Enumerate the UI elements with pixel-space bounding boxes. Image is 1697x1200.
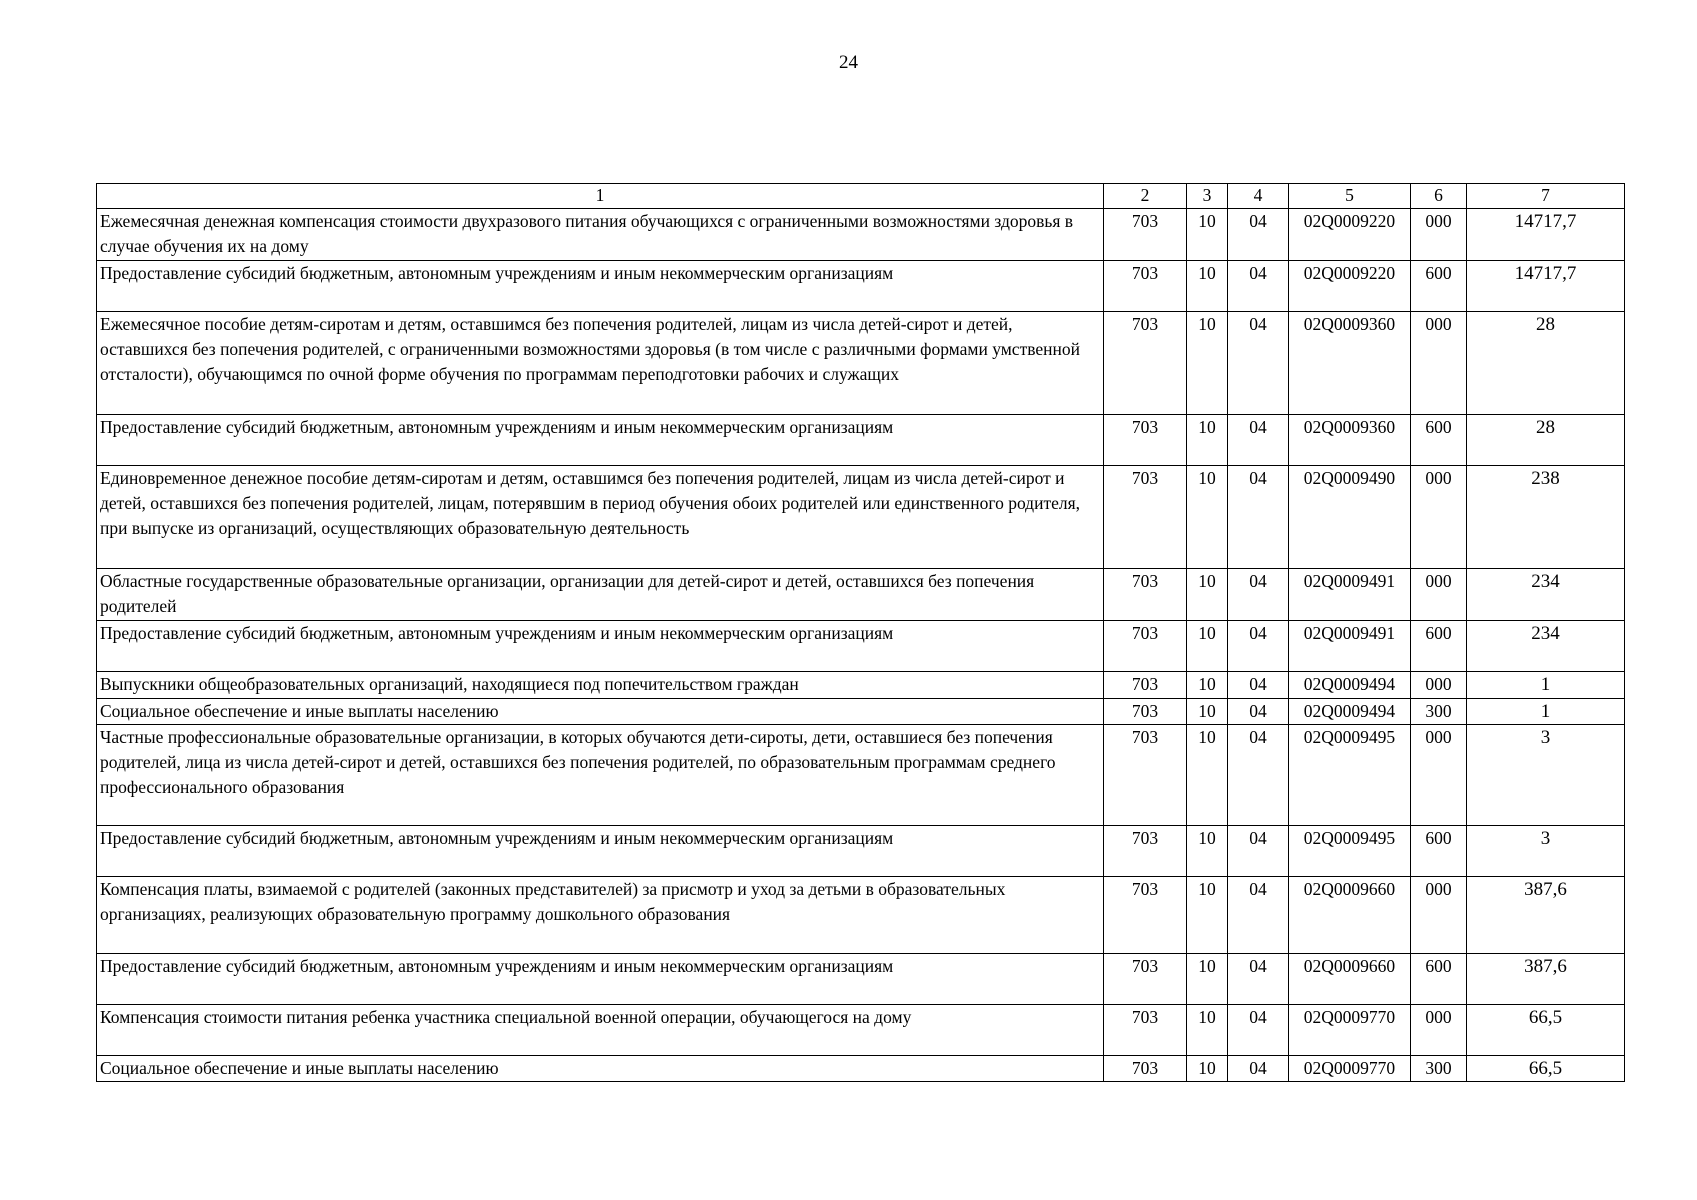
row-code-6: 300 [1411, 1056, 1467, 1082]
row-name: Социальное обеспечение и иные выплаты населению [97, 699, 1104, 725]
row-code-3: 10 [1187, 672, 1228, 699]
column-header: 5 [1289, 184, 1411, 209]
table-row [97, 261, 1625, 312]
column-header: 2 [1104, 184, 1187, 209]
row-code-4: 04 [1228, 1056, 1289, 1082]
row-name: Областные государственные образовательные организации, организации для детей-сирот и детей, оставшихся без попечения родителей [97, 569, 1104, 621]
row-code-5: 02Q0009490 [1289, 466, 1411, 569]
table-row [97, 1005, 1625, 1056]
row-code-5: 02Q0009494 [1289, 699, 1411, 725]
row-name: Компенсация стоимости питания ребенка участника специальной военной операции, обучающегося на дому [97, 1005, 1104, 1056]
row-code-3: 10 [1187, 1056, 1228, 1082]
row-code-6: 000 [1411, 672, 1467, 699]
row-code-5: 02Q0009494 [1289, 672, 1411, 699]
row-code-3: 10 [1187, 569, 1228, 621]
row-amount: 387,6 [1467, 954, 1625, 1005]
row-name: Предоставление субсидий бюджетным, автономным учреждениям и иным некоммерческим организациям [97, 954, 1104, 1005]
row-code-4: 04 [1228, 312, 1289, 415]
row-code-2: 703 [1104, 725, 1187, 826]
row-code-4: 04 [1228, 569, 1289, 621]
row-code-2: 703 [1104, 699, 1187, 725]
row-code-4: 04 [1228, 672, 1289, 699]
row-name: Предоставление субсидий бюджетным, автономным учреждениям и иным некоммерческим организациям [97, 415, 1104, 466]
row-code-2: 703 [1104, 826, 1187, 877]
table-row [97, 826, 1625, 877]
header-row [97, 184, 1625, 209]
table-header [97, 184, 1625, 209]
budget-table [96, 183, 1625, 1082]
row-code-4: 04 [1228, 261, 1289, 312]
row-code-6: 600 [1411, 826, 1467, 877]
row-amount: 234 [1467, 621, 1625, 672]
column-header: 6 [1411, 184, 1467, 209]
column-header: 3 [1187, 184, 1228, 209]
row-code-5: 02Q0009495 [1289, 826, 1411, 877]
table-body [97, 209, 1625, 1082]
row-amount: 66,5 [1467, 1056, 1625, 1082]
row-code-5: 02Q0009660 [1289, 877, 1411, 954]
row-amount: 1 [1467, 672, 1625, 699]
row-code-6: 000 [1411, 1005, 1467, 1056]
row-code-4: 04 [1228, 466, 1289, 569]
table-row [97, 954, 1625, 1005]
row-name: Единовременное денежное пособие детям-сиротам и детям, оставшимся без попечения родителей, лицам из числа детей-сирот и детей, оставшихся без попечения родителей, лицам, потерявшим в период обучения обоих родителей или единственного родителя, при выпуске из организаций, осуществляющих образовательную деятельность [97, 466, 1104, 569]
row-code-5: 02Q0009360 [1289, 312, 1411, 415]
row-amount: 234 [1467, 569, 1625, 621]
row-code-3: 10 [1187, 954, 1228, 1005]
table-row [97, 466, 1625, 569]
table-row [97, 569, 1625, 621]
row-code-4: 04 [1228, 1005, 1289, 1056]
row-code-2: 703 [1104, 261, 1187, 312]
row-name: Социальное обеспечение и иные выплаты населению [97, 1056, 1104, 1082]
row-code-5: 02Q0009491 [1289, 569, 1411, 621]
row-code-2: 703 [1104, 1056, 1187, 1082]
row-amount: 28 [1467, 415, 1625, 466]
row-code-2: 703 [1104, 312, 1187, 415]
row-code-5: 02Q0009495 [1289, 725, 1411, 826]
row-code-3: 10 [1187, 312, 1228, 415]
row-code-5: 02Q0009491 [1289, 621, 1411, 672]
row-code-4: 04 [1228, 826, 1289, 877]
table-row [97, 415, 1625, 466]
row-code-3: 10 [1187, 725, 1228, 826]
row-name: Ежемесячная денежная компенсация стоимости двухразового питания обучающихся с ограниченными возможностями здоровья в случае обучения их на дому [97, 209, 1104, 261]
row-amount: 66,5 [1467, 1005, 1625, 1056]
row-amount: 3 [1467, 826, 1625, 877]
table-row [97, 1056, 1625, 1082]
row-code-6: 000 [1411, 466, 1467, 569]
row-code-6: 000 [1411, 312, 1467, 415]
column-header: 4 [1228, 184, 1289, 209]
row-code-4: 04 [1228, 725, 1289, 826]
row-code-3: 10 [1187, 466, 1228, 569]
row-code-6: 300 [1411, 699, 1467, 725]
row-code-6: 600 [1411, 415, 1467, 466]
row-code-6: 000 [1411, 877, 1467, 954]
row-code-3: 10 [1187, 877, 1228, 954]
row-code-4: 04 [1228, 415, 1289, 466]
row-code-3: 10 [1187, 261, 1228, 312]
column-header: 7 [1467, 184, 1625, 209]
row-code-5: 02Q0009220 [1289, 261, 1411, 312]
row-code-2: 703 [1104, 415, 1187, 466]
row-code-4: 04 [1228, 699, 1289, 725]
row-amount: 28 [1467, 312, 1625, 415]
row-code-6: 000 [1411, 209, 1467, 261]
row-name: Компенсация платы, взимаемой с родителей (законных представителей) за присмотр и уход за детьми в образовательных организациях, реализующих образовательную программу дошкольного образования [97, 877, 1104, 954]
row-code-6: 000 [1411, 569, 1467, 621]
row-amount: 1 [1467, 699, 1625, 725]
row-amount: 387,6 [1467, 877, 1625, 954]
column-header: 1 [97, 184, 1104, 209]
row-code-3: 10 [1187, 699, 1228, 725]
row-code-4: 04 [1228, 877, 1289, 954]
row-code-3: 10 [1187, 209, 1228, 261]
row-code-2: 703 [1104, 877, 1187, 954]
row-code-4: 04 [1228, 954, 1289, 1005]
table-row [97, 209, 1625, 261]
row-code-2: 703 [1104, 954, 1187, 1005]
row-code-5: 02Q0009660 [1289, 954, 1411, 1005]
row-code-2: 703 [1104, 1005, 1187, 1056]
row-name: Предоставление субсидий бюджетным, автономным учреждениям и иным некоммерческим организациям [97, 826, 1104, 877]
row-code-5: 02Q0009770 [1289, 1005, 1411, 1056]
table-row [97, 312, 1625, 415]
row-name: Выпускники общеобразовательных организаций, находящиеся под попечительством граждан [97, 672, 1104, 699]
row-code-4: 04 [1228, 621, 1289, 672]
row-code-2: 703 [1104, 672, 1187, 699]
row-code-6: 600 [1411, 954, 1467, 1005]
row-code-6: 600 [1411, 261, 1467, 312]
row-code-5: 02Q0009360 [1289, 415, 1411, 466]
row-code-3: 10 [1187, 826, 1228, 877]
row-amount: 3 [1467, 725, 1625, 826]
table-row [97, 725, 1625, 826]
row-name: Ежемесячное пособие детям-сиротам и детям, оставшимся без попечения родителей, лицам из числа детей-сирот и детей, оставшихся без попечения родителей, с ограниченными возможностями здоровья (в том числе с различными формами умственной отсталости), обучающимся по очной форме обучения по программам переподготовки рабочих и служащих [97, 312, 1104, 415]
row-code-2: 703 [1104, 621, 1187, 672]
row-code-5: 02Q0009220 [1289, 209, 1411, 261]
row-code-4: 04 [1228, 209, 1289, 261]
row-amount: 14717,7 [1467, 209, 1625, 261]
row-code-6: 600 [1411, 621, 1467, 672]
row-amount: 14717,7 [1467, 261, 1625, 312]
table-row [97, 672, 1625, 699]
row-code-3: 10 [1187, 1005, 1228, 1056]
page-number: 24 [839, 52, 858, 73]
row-amount: 238 [1467, 466, 1625, 569]
row-code-2: 703 [1104, 569, 1187, 621]
row-code-3: 10 [1187, 415, 1228, 466]
table-row [97, 621, 1625, 672]
row-name: Предоставление субсидий бюджетным, автономным учреждениям и иным некоммерческим организациям [97, 261, 1104, 312]
row-name: Частные профессиональные образовательные организации, в которых обучаются дети-сироты, дети, оставшиеся без попечения родителей, лица из числа детей-сирот и детей, оставшихся без попечения родителей, по образовательным программам среднего профессионального образования [97, 725, 1104, 826]
row-code-5: 02Q0009770 [1289, 1056, 1411, 1082]
table-row [97, 877, 1625, 954]
table-row [97, 699, 1625, 725]
row-code-2: 703 [1104, 209, 1187, 261]
row-code-2: 703 [1104, 466, 1187, 569]
row-code-3: 10 [1187, 621, 1228, 672]
row-name: Предоставление субсидий бюджетным, автономным учреждениям и иным некоммерческим организациям [97, 621, 1104, 672]
row-code-6: 000 [1411, 725, 1467, 826]
